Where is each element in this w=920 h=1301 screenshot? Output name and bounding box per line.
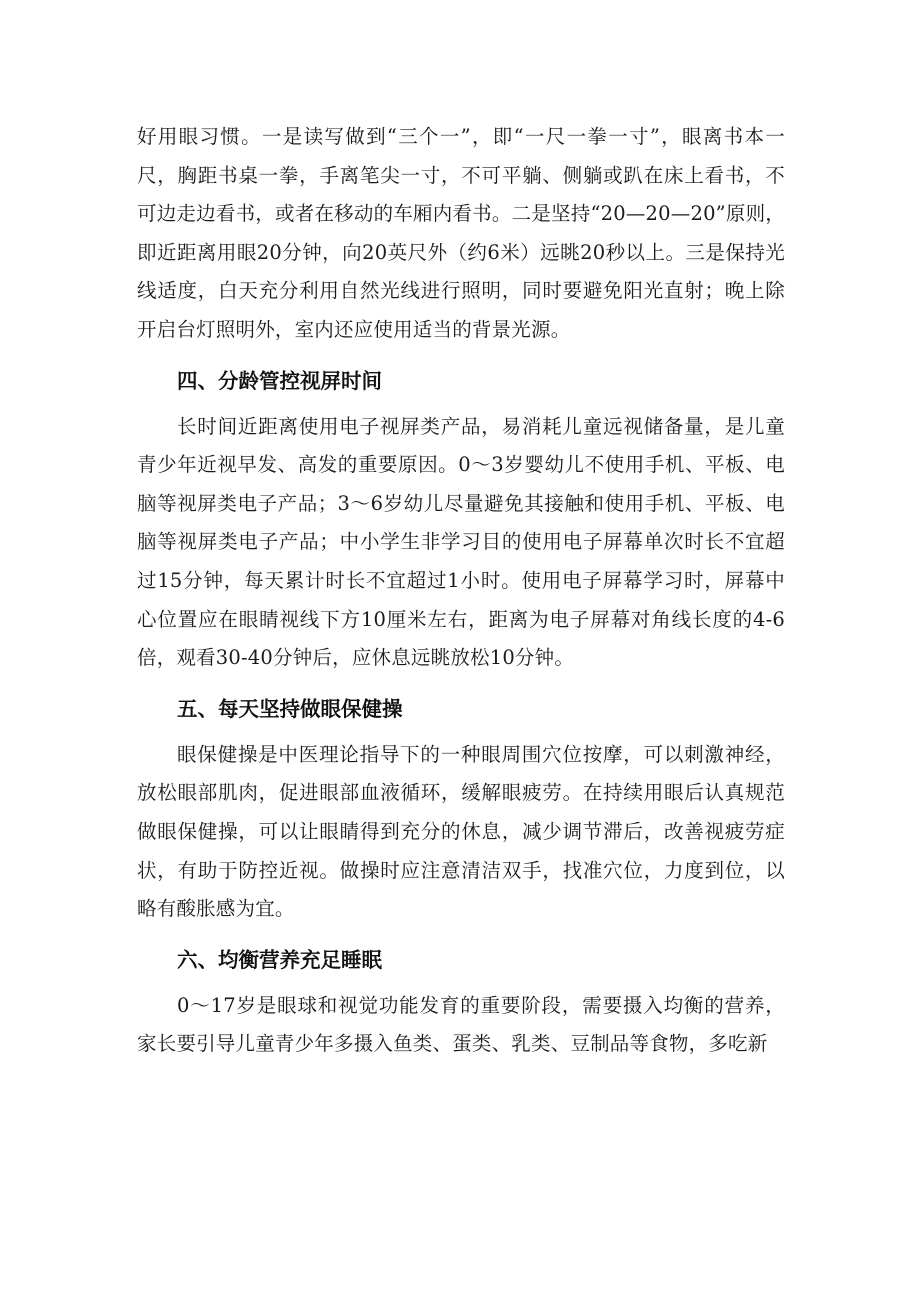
paragraph-nutrition-sleep: 0～17岁是眼球和视觉功能发育的重要阶段，需要摄入均衡的营养，家长要引导儿童青少年多摄入鱼类、蛋类、乳类、豆制品等食物，多吃新 [137, 993, 785, 1056]
document-page [137, 118, 785, 1064]
paragraph-good-eye-habits: 好用眼习惯。一是读写做到“三个一”，即“一尺一拳一寸”，眼离书本一尺，胸距书桌一拳，手离笔尖一寸，不可平躺、侧躺或趴在床上看书，不可边走边看书，或者在移动的车厢内看书。二是坚持“20—20—20”原则，即近距离用眼20分钟，向20英尺外（约6米）远眺20秒以上。三是保持光线适度，白天充分利用自然光线进行照明，同时要避免阳光直射；晚上除开启台灯照明外，室内还应使用适当的背景光源。 [137, 125, 785, 341]
paragraph-eye-exercises: 眼保健操是中医理论指导下的一种眼周围穴位按摩，可以刺激神经，放松眼部肌肉，促进眼部血液循环，缓解眼疲劳。在持续用眼后认真规范做眼保健操，可以让眼睛得到充分的休息，减少调节滞后，改善视疲劳症状，有助于防控近视。做操时应注意清洁双手，找准穴位，力度到位，以略有酸胀感为宜。 [137, 742, 785, 921]
heading-screen-time-by-age: 四、分龄管控视屏时间 [177, 368, 382, 393]
heading-eye-exercises: 五、每天坚持做眼保健操 [177, 696, 403, 721]
paragraph-screen-time: 长时间近距离使用电子视屏类产品，易消耗儿童远视储备量，是儿童青少年近视早发、高发的重要原因。0～3岁婴幼儿不使用手机、平板、电脑等视屏类电子产品；3～6岁幼儿尽量避免其接触和使用手机、平板、电脑等视屏类电子产品；中小学生非学习目的使用电子屏幕单次时长不宜超过15分钟，每天累计时长不宜超过1小时。使用电子屏幕学习时，屏幕中心位置应在眼睛视线下方10厘米左右，距离为电子屏幕对角线长度的4-6倍，观看30-40分钟后，应休息远眺放松10分钟。 [137, 414, 785, 670]
heading-nutrition-sleep: 六、均衡营养充足睡眠 [177, 947, 382, 972]
